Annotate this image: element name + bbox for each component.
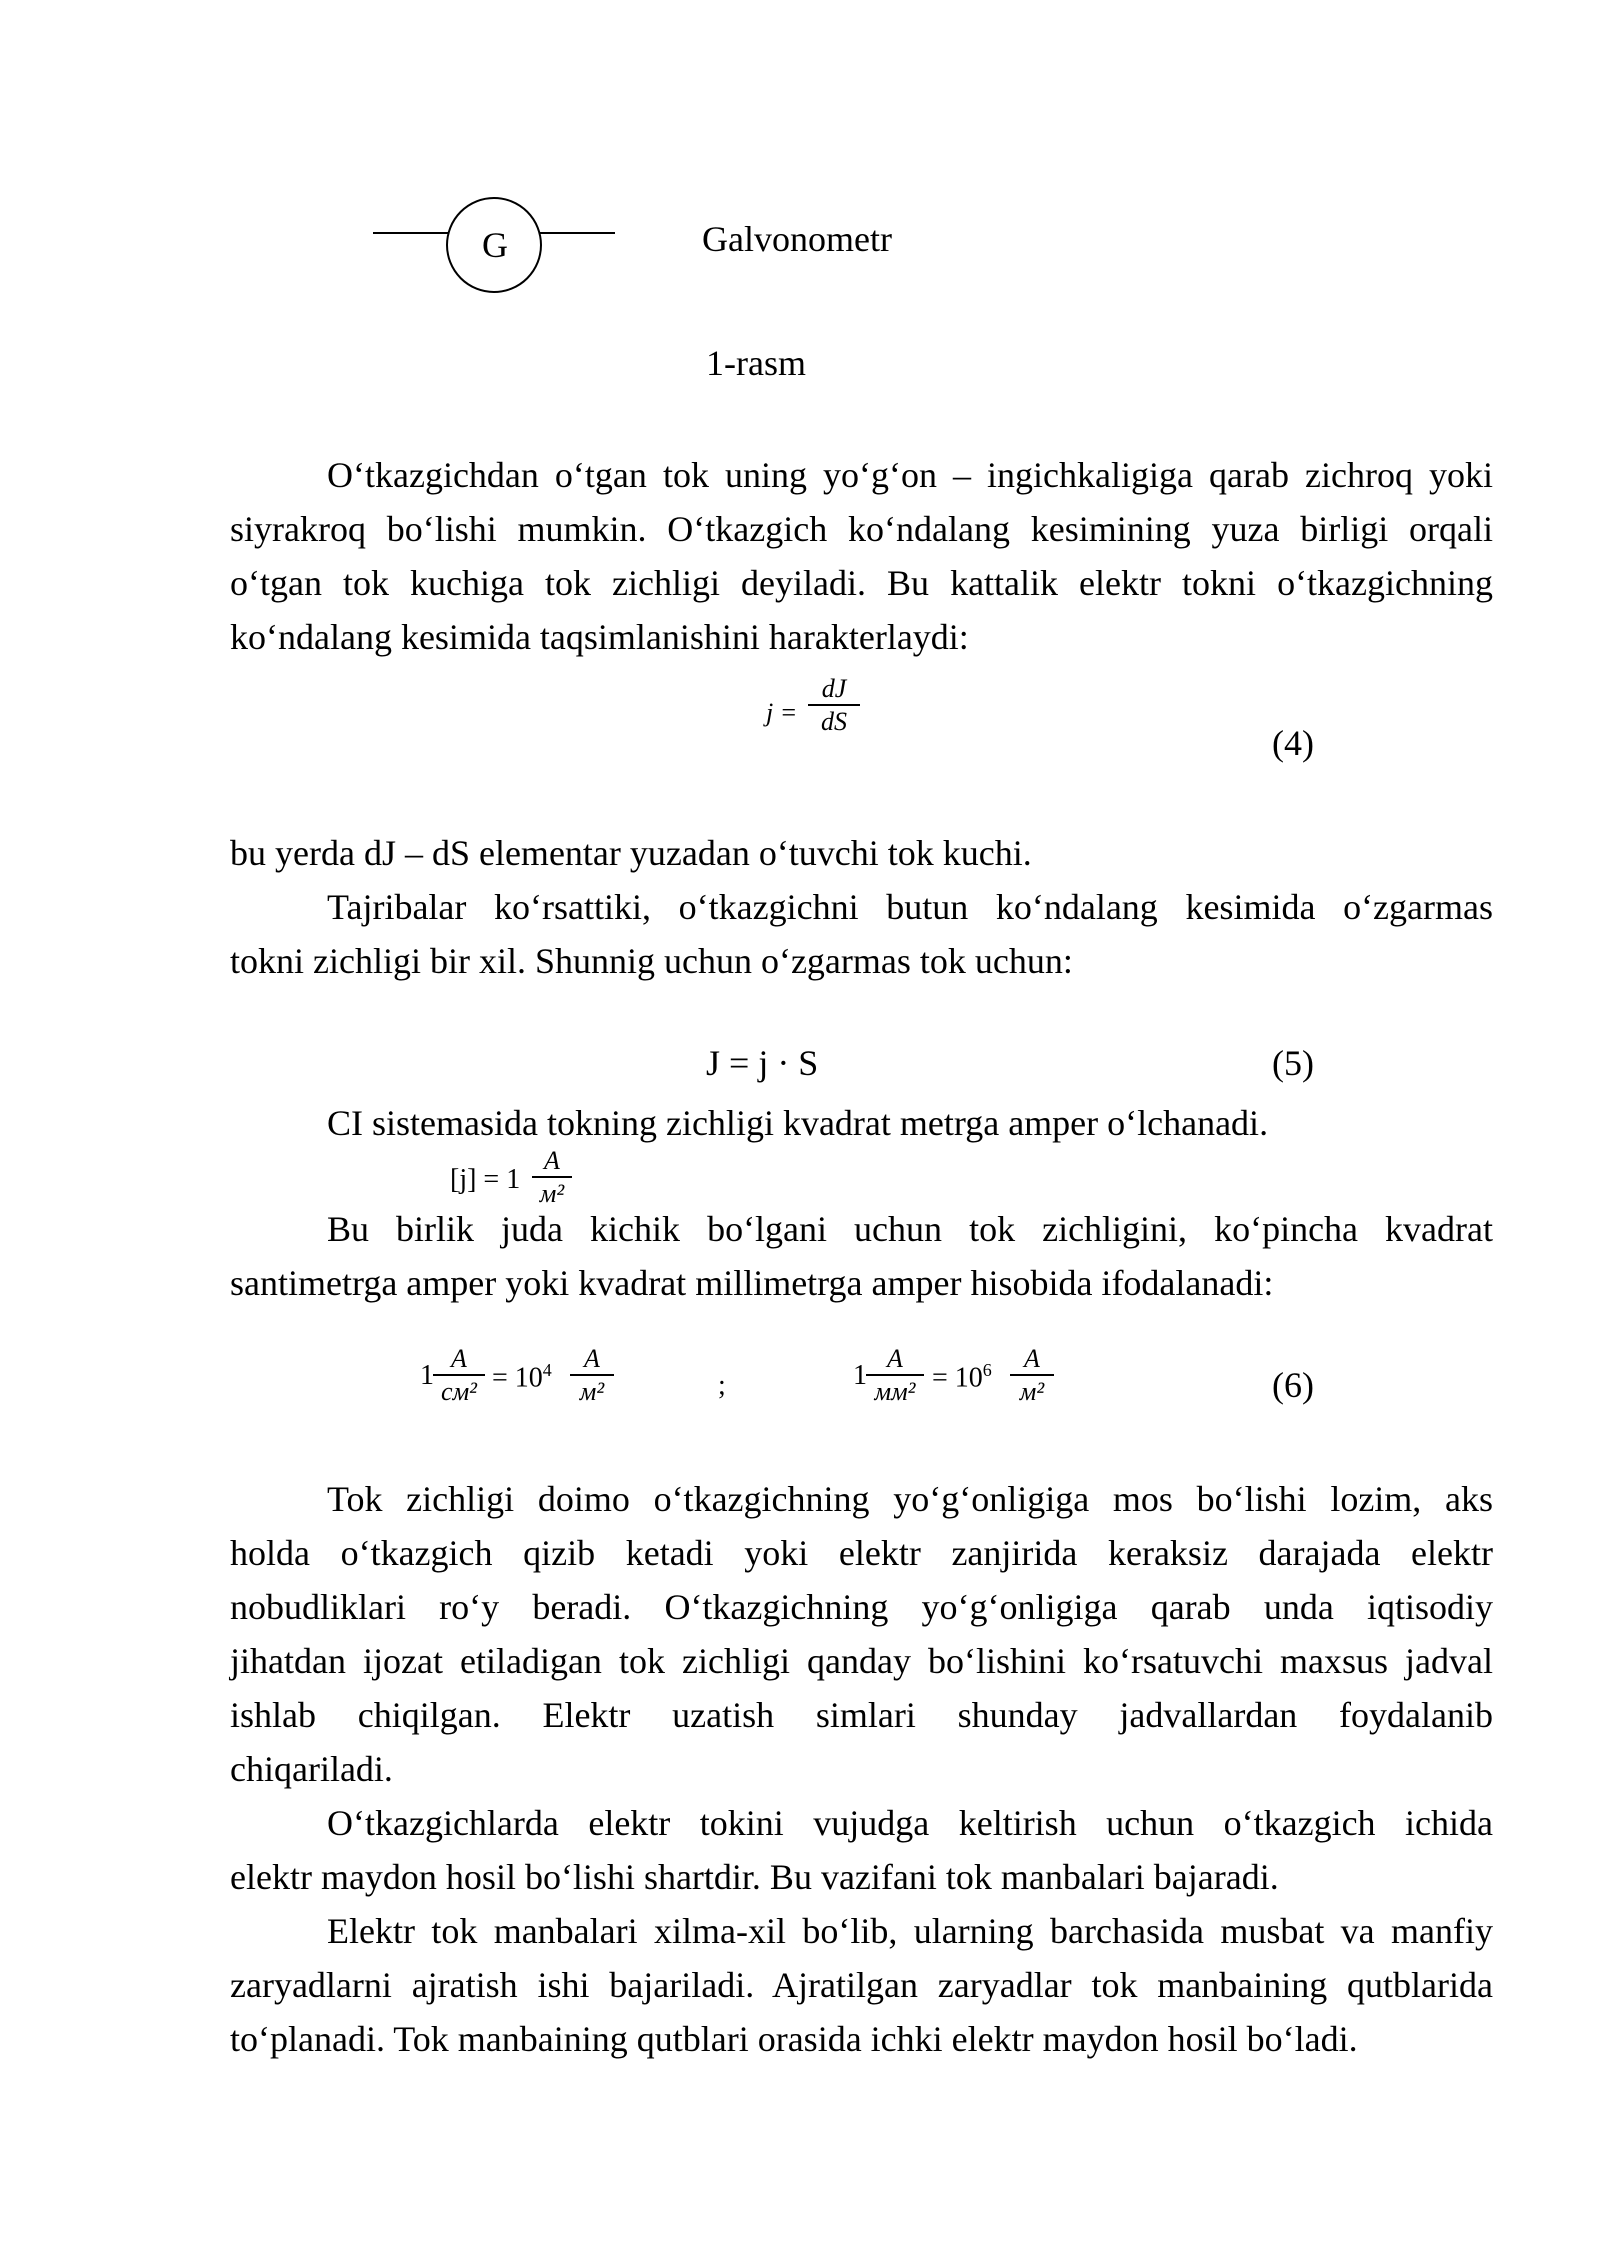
- paragraph-line: Bu birlik juda kichik bo‘lgani uchun tok zichligini, ko‘pincha kvadrat: [327, 1209, 1493, 1249]
- eq6a-exponent: 4: [542, 1360, 552, 1380]
- paragraph-line: tokni zichligi bir xil. Shunnig uchun o‘zgarmas tok uchun:: [230, 941, 1073, 981]
- eq6b-mid-text: = 10: [932, 1362, 983, 1394]
- eq6b-one: 1: [853, 1360, 867, 1391]
- figure-caption: 1-rasm: [706, 343, 806, 383]
- unit-denominator: м²: [539, 1179, 565, 1208]
- paragraph-line: siyrakroq bo‘lishi mumkin. O‘tkazgich ko‘ndalang kesimining yuza birligi orqali: [230, 509, 1493, 549]
- eq6a-numerator-right: A: [570, 1346, 614, 1376]
- eq6a-denominator-left: см²: [441, 1377, 477, 1406]
- eq6a-one: 1: [420, 1360, 434, 1391]
- eq4-lhs: j =: [766, 698, 798, 727]
- paragraph-line: zaryadlarni ajratish ishi bajariladi. Ajratilgan zaryadlar tok manbaining qutblarida: [230, 1965, 1493, 2005]
- eq4-denominator: dS: [821, 707, 847, 736]
- paragraph-line: O‘tkazgichdan o‘tgan tok uning yo‘g‘on – ingichkaligiga qarab zichroq yoki: [327, 455, 1493, 495]
- eq6b-numerator-right: A: [1010, 1346, 1054, 1376]
- eq4-number: (4): [1272, 723, 1314, 763]
- eq6b-denominator-left: мм²: [874, 1377, 916, 1406]
- eq4-fraction: [808, 676, 860, 735]
- eq6-number: (6): [1272, 1365, 1314, 1405]
- eq6-separator: ;: [718, 1370, 726, 1401]
- paragraph-line: o‘tgan tok kuchiga tok zichligi deyiladi. Bu kattalik elektr tokni o‘tkazgichning: [230, 563, 1493, 603]
- eq6b-denominator-right: м²: [1019, 1377, 1045, 1406]
- unit-lhs: [j] = 1: [450, 1164, 521, 1195]
- eq4-numerator: dJ: [808, 676, 860, 706]
- eq6b-numerator-left: A: [866, 1346, 924, 1376]
- paragraph-line: to‘planadi. Tok manbaining qutblari orasida ichki elektr maydon hosil bo‘ladi.: [230, 2019, 1358, 2059]
- paragraph-line: bu yerda dJ – dS elementar yuzadan o‘tuvchi tok kuchi.: [230, 833, 1032, 873]
- eq6a-fraction-left: [433, 1346, 485, 1405]
- eq6a-numerator-left: A: [433, 1346, 485, 1376]
- paragraph-line: O‘tkazgichlarda elektr tokini vujudga keltirish uchun o‘tkazgich ichida: [327, 1803, 1493, 1843]
- eq6b-exponent: 6: [982, 1360, 992, 1380]
- eq6a-mid: [492, 1360, 552, 1394]
- eq6b-fraction-left: [866, 1346, 924, 1405]
- paragraph-line: CI sistemasida tokning zichligi kvadrat metrga amper o‘lchanadi.: [327, 1103, 1269, 1143]
- eq5-formula: J = j · S: [706, 1043, 819, 1083]
- eq6a-fraction-right: [570, 1346, 614, 1405]
- eq6a-mid-text: = 10: [492, 1362, 543, 1394]
- paragraph-line: holda o‘tkazgich qizib ketadi yoki elektr zanjirida keraksiz darajada elektr: [230, 1533, 1493, 1573]
- paragraph-line: Tajribalar ko‘rsattiki, o‘tkazgichni butun ko‘ndalang kesimida o‘zgarmas: [327, 887, 1493, 927]
- eq6a-denominator-right: м²: [579, 1377, 605, 1406]
- galvanometer-letter: G: [482, 225, 508, 265]
- galvanometer-label: Galvonometr: [702, 219, 892, 259]
- paragraph-line: ko‘ndalang kesimida taqsimlanishini harakterlaydi:: [230, 617, 969, 657]
- paragraph-line: elektr maydon hosil bo‘lishi shartdir. Bu vazifani tok manbalari bajaradi.: [230, 1857, 1279, 1897]
- paragraph-line: Elektr tok manbalari xilma-xil bo‘lib, ularning barchasida musbat va manfiy: [327, 1911, 1493, 1951]
- eq6b-mid: [932, 1360, 992, 1394]
- paragraph-line: santimetrga amper yoki kvadrat millimetrga amper hisobida ifodalanadi:: [230, 1263, 1274, 1303]
- paragraph-line: jihatdan ijozat etiladigan tok zichligi qanday bo‘lishini ko‘rsatuvchi maxsus jadval: [230, 1641, 1493, 1681]
- eq5-number: (5): [1272, 1043, 1314, 1083]
- paragraph-line: ishlab chiqilgan. Elektr uzatish simlari shunday jadvallardan foydalanib: [230, 1695, 1493, 1735]
- paragraph-line: chiqariladi.: [230, 1749, 393, 1789]
- unit-fraction: [532, 1148, 572, 1207]
- paragraph-line: Tok zichligi doimo o‘tkazgichning yo‘g‘onligiga mos bo‘lishi lozim, aks: [327, 1479, 1493, 1519]
- eq6b-fraction-right: [1010, 1346, 1054, 1405]
- unit-numerator: A: [532, 1148, 572, 1178]
- paragraph-line: nobudliklari ro‘y beradi. O‘tkazgichning yo‘g‘onligiga qarab unda iqtisodiy: [230, 1587, 1493, 1627]
